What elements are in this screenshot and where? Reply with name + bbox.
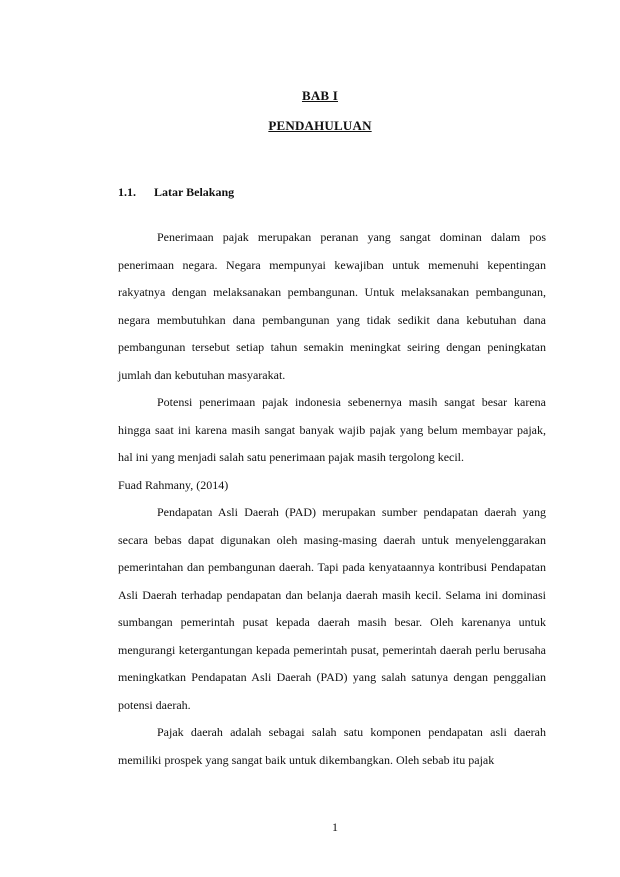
page-number: 1 [332,820,338,834]
paragraph: Potensi penerimaan pajak indonesia sebenernya masih sangat besar karena hingga saat ini karena masih sangat banyak wajib pajak yang belum membayar pajak, hal ini yang menjadi salah satu penerimaan pajak masih tergolong kecil. [118,395,546,464]
section-heading [118,185,234,200]
citation: Fuad Rahmany, (2014) [118,477,229,492]
chapter-number: BAB I [301,88,339,103]
paragraph: Penerimaan pajak merupakan peranan yang sangat dominan dalam pos penerimaan negara. Negara mempunyai kewajiban untuk memenuhi kepentingan rakyatnya dengan melaksanakan pembangunan. Untuk melaksanakan pembangunan, negara membutuhkan dana pembangunan yang tidak sedikit dana kebutuhan dana pembangunan tersebut setiap tahun semakin meningkat seiring dengan peningkatan jumlah dan kebutuhan masyarakat. [118,230,546,382]
section-number: 1.1. [118,185,136,199]
chapter-title: PENDAHULUAN [268,118,372,133]
paragraph: Pajak daerah adalah sebagai salah satu komponen pendapatan asli daerah memiliki prospek yang sangat baik untuk dikembangkan. Oleh sebab itu pajak [118,725,546,767]
paragraph: Pendapatan Asli Daerah (PAD) merupakan sumber pendapatan daerah yang secara bebas dapat digunakan oleh masing-masing daerah untuk menyelenggarakan pemerintahan dan pembangunan daerah. Tapi pada kenyataannya kontribusi Pendapatan Asli Daerah terhadap pendapatan dan belanja daerah masih kecil. Selama ini dominasi sumbangan pemerintah pusat kepada daerah masih besar. Oleh karenanya untuk mengurangi ketergantungan kepada pemerintah pusat, pemerintah daerah perlu berusaha meningkatkan Pendapatan Asli Daerah (PAD) yang salah satunya dengan penggalian potensi daerah. [118,505,546,712]
body-text [118,224,546,774]
section-title: Latar Belakang [154,185,235,199]
